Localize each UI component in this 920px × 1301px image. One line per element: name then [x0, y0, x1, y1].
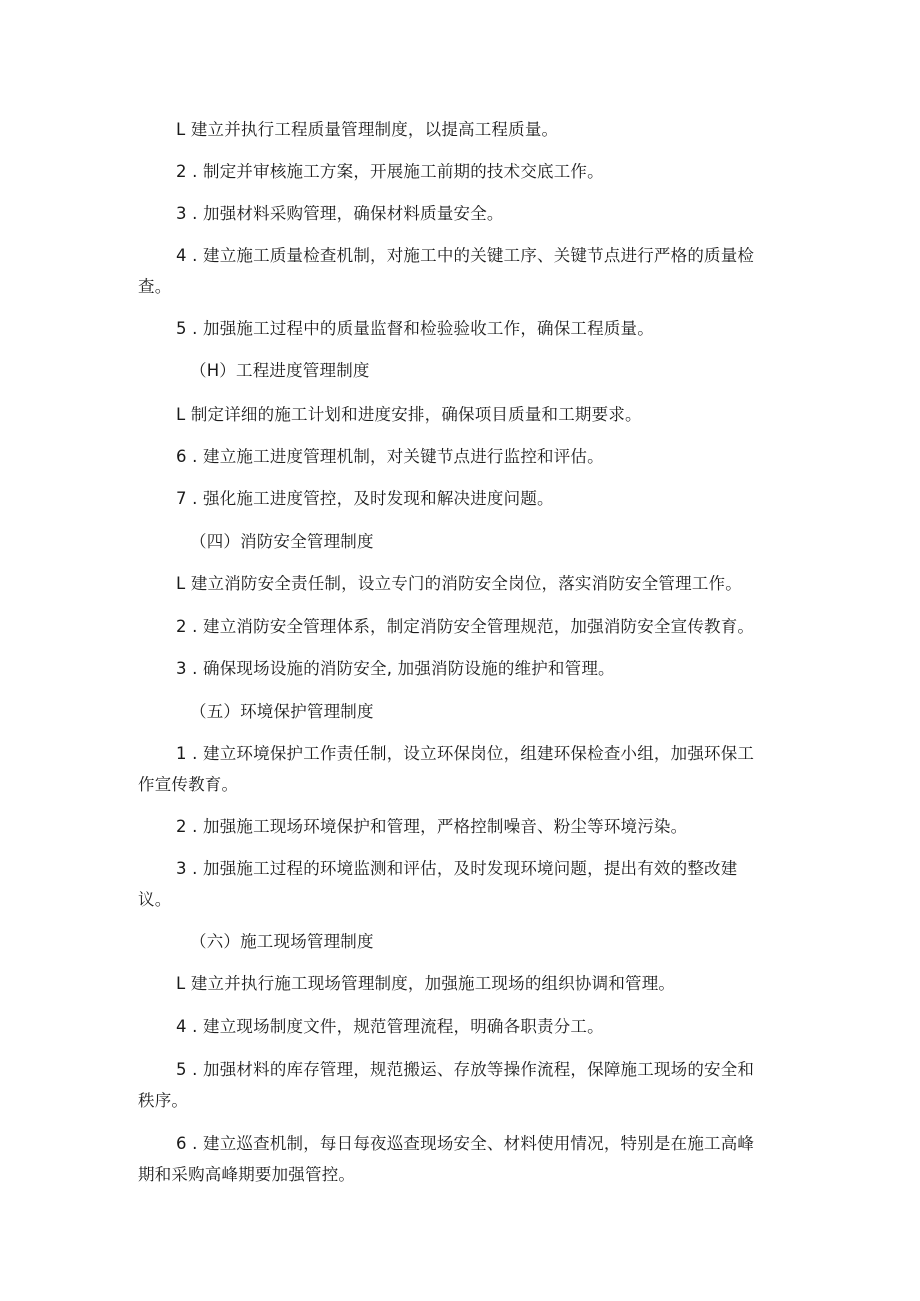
list-item: 3 . 加强施工过程的环境监测和评估，及时发现环境问题，提出有效的整改建 [176, 859, 738, 878]
list-item: 3 . 确保现场设施的消防安全, 加强消防设施的维护和管理。 [176, 659, 615, 678]
list-item: 3 . 加强材料采购管理，确保材料质量安全。 [176, 204, 504, 223]
list-item: L 建立并执行施工现场管理制度，加强施工现场的组织协调和管理。 [176, 974, 676, 993]
list-item: 4 . 建立施工质量检查机制，对施工中的关键工序、关键节点进行严格的质量检 [176, 246, 755, 265]
list-item-continuation: 秩序。 [138, 1091, 189, 1110]
section-heading: （四）消防安全管理制度 [190, 532, 374, 551]
list-item-continuation: 查。 [138, 277, 172, 296]
section-heading: （五）环境保护管理制度 [190, 702, 374, 721]
list-item: 2 . 制定并审核施工方案，开展施工前期的技术交底工作。 [176, 162, 604, 181]
list-item: 6 . 建立施工进度管理机制，对关键节点进行监控和评估。 [176, 447, 604, 466]
list-item: L 制定详细的施工计划和进度安排，确保项目质量和工期要求。 [176, 405, 642, 424]
list-item: 2 . 建立消防安全管理体系，制定消防安全管理规范，加强消防安全宣传教育。 [176, 617, 755, 636]
list-item: 1 . 建立环境保护工作责任制，设立环保岗位，组建环保检查小组，加强环保工 [176, 744, 755, 763]
list-item: 5 . 加强材料的库存管理，规范搬运、存放等操作流程，保障施工现场的安全和 [176, 1060, 755, 1079]
list-item: L 建立消防安全责任制，设立专门的消防安全岗位，落实消防安全管理工作。 [176, 574, 742, 593]
list-item: 4 . 建立现场制度文件，规范管理流程，明确各职责分工。 [176, 1017, 604, 1036]
section-heading: （六）施工现场管理制度 [190, 932, 374, 951]
list-item: L 建立并执行工程质量管理制度，以提高工程质量。 [176, 120, 559, 139]
list-item-continuation: 期和采购高峰期要加强管控。 [138, 1165, 356, 1184]
list-item: 5 . 加强施工过程中的质量监督和检验验收工作，确保工程质量。 [176, 319, 654, 338]
section-heading: （H）工程进度管理制度 [190, 361, 370, 380]
list-item: 7 . 强化施工进度管控，及时发现和解决进度问题。 [176, 489, 554, 508]
list-item-continuation: 议。 [138, 890, 172, 909]
list-item: 6 . 建立巡查机制，每日每夜巡查现场安全、材料使用情况，特别是在施工高峰 [176, 1134, 755, 1153]
list-item: 2 . 加强施工现场环境保护和管理，严格控制噪音、粉尘等环境污染。 [176, 817, 688, 836]
list-item-continuation: 作宣传教育。 [138, 775, 239, 794]
